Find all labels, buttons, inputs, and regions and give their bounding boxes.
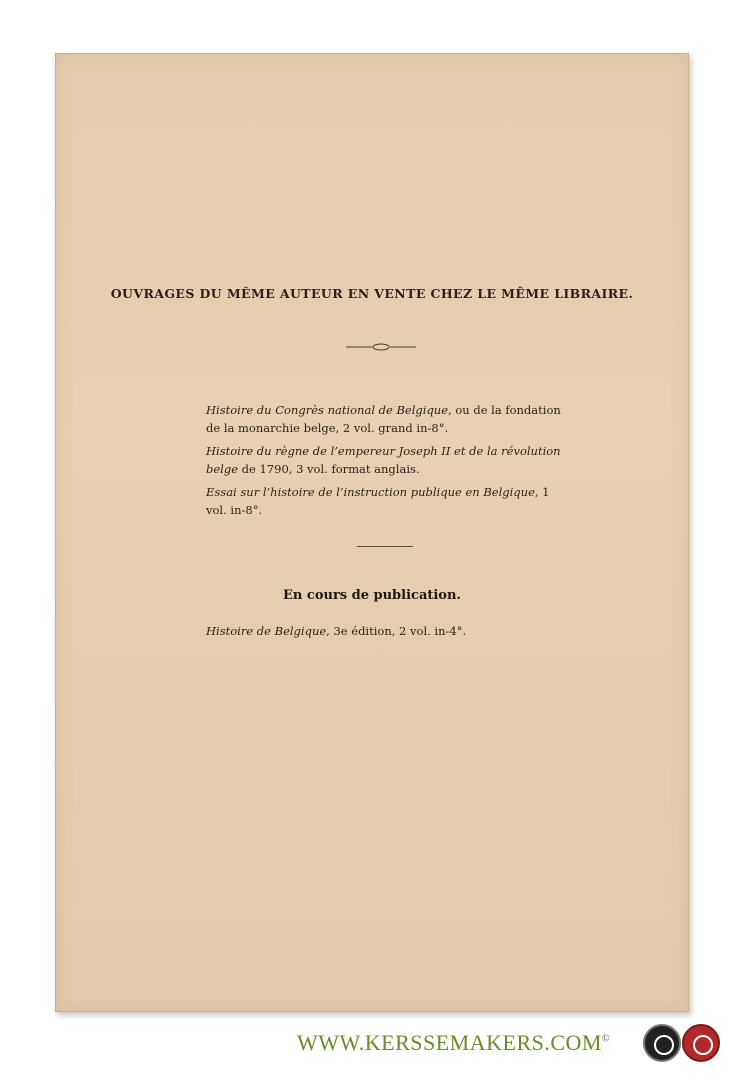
list-item <box>206 483 568 519</box>
copyright-mark: © <box>602 1033 611 1045</box>
publication-title: Histoire de Belgique <box>206 624 327 638</box>
antiquarian-association-badge-icon <box>643 1024 681 1062</box>
work-details: de 1790, 3 vol. format anglais. <box>238 462 420 476</box>
website-link[interactable] <box>297 1030 610 1056</box>
book-page <box>55 53 689 1012</box>
works-list <box>206 401 568 524</box>
work-title: Essai sur l’histoire de l’instruction publique en Belgique <box>206 485 535 499</box>
divider-rule <box>357 546 413 547</box>
ornament-divider <box>346 342 416 352</box>
publication-line <box>206 624 606 638</box>
section-heading: En cours de publication. <box>283 588 461 603</box>
work-details: , ou de la fondation de la monarchie belge, 2 vol. grand in-8°. <box>206 403 561 435</box>
list-item <box>206 442 568 478</box>
booksellers-seal-badge-icon <box>682 1024 720 1062</box>
publication-details: , 3e édition, 2 vol. in-4°. <box>326 624 467 638</box>
page-heading: OUVRAGES DU MÊME AUTEUR EN VENTE CHEZ LE MÊME LIBRAIRE. <box>110 286 634 301</box>
website-text: WWW.KERSSEMAKERS.COM <box>297 1030 602 1055</box>
work-details: , 1 vol. in-8°. <box>206 485 550 517</box>
work-title: Histoire du Congrès national de Belgique <box>206 403 449 417</box>
work-title: Histoire du règne de l’empereur Joseph II et de la révolution belge <box>206 444 561 476</box>
list-item <box>206 401 568 437</box>
